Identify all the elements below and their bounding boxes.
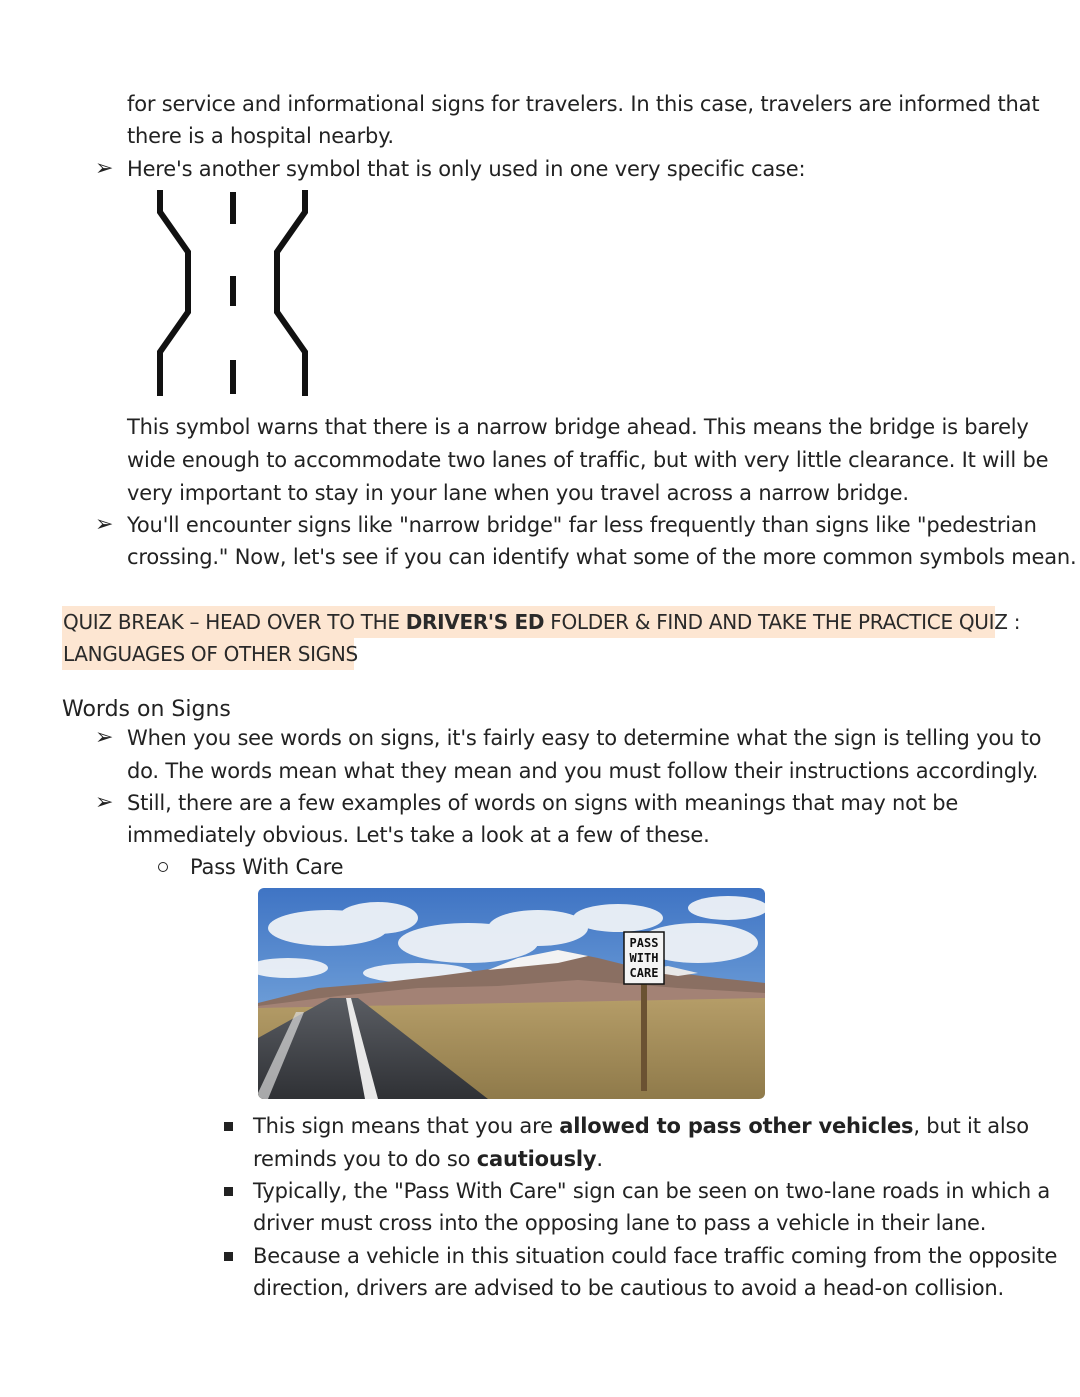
pwc-point-1-line-2: reminds you to do so cautiously. xyxy=(253,1147,603,1171)
pass-with-care-photo xyxy=(258,888,765,1099)
sign-text-care: CARE xyxy=(629,966,659,980)
encounter-line-1: You'll encounter signs like "narrow bridge" far less frequently than signs like "pedestrian xyxy=(127,513,1037,537)
arrow-bullet-icon: ➢ xyxy=(95,512,114,537)
arrow-bullet-icon: ➢ xyxy=(95,790,114,815)
square-bullet-icon xyxy=(224,1187,233,1196)
arrow-bullet-icon: ➢ xyxy=(95,725,114,750)
pwc-point-2-line-2: driver must cross into the opposing lane to pass a vehicle in their lane. xyxy=(253,1211,987,1235)
words-bullet-2-line-2: immediately obvious. Let's take a look at a few of these. xyxy=(127,823,710,847)
sign-text-with: WITH xyxy=(629,951,659,965)
quiz-break-line-1: QUIZ BREAK – HEAD OVER TO THE DRIVER'S ED FOLDER & FIND AND TAKE THE PRACTICE QUIZ : xyxy=(63,610,1021,634)
square-bullet-icon xyxy=(224,1122,233,1131)
words-bullet-1-line-2: do. The words mean what they mean and you must follow their instructions accordingly. xyxy=(127,759,1039,783)
pwc-point-2-line-1: Typically, the "Pass With Care" sign can be seen on two-lane roads in which a xyxy=(253,1179,1051,1203)
drivers-ed-folder: DRIVER'S ED xyxy=(405,610,545,634)
section-heading: Words on Signs xyxy=(62,697,231,722)
intro-line-2: there is a hospital nearby. xyxy=(127,124,394,148)
pass-with-care-label: Pass With Care xyxy=(190,855,344,879)
quiz-break-line-2: LANGUAGES OF OTHER SIGNS xyxy=(63,642,358,666)
circle-bullet-icon xyxy=(158,862,168,872)
narrow-bridge-symbol-icon xyxy=(150,190,315,398)
pwc-point-1-line-1: This sign means that you are allowed to pass other vehicles, but it also xyxy=(253,1114,1029,1138)
bridge-line-2: wide enough to accommodate two lanes of traffic, but with very little clearance. It will be xyxy=(127,448,1049,472)
symbol-bullet-text: Here's another symbol that is only used in one very specific case: xyxy=(127,157,806,181)
road-scene-image xyxy=(258,888,765,1099)
words-bullet-2-line-1: Still, there are a few examples of words on signs with meanings that may not be xyxy=(127,791,959,815)
arrow-bullet-icon: ➢ xyxy=(95,156,114,181)
encounter-line-2: crossing." Now, let's see if you can identify what some of the more common symbols mean. xyxy=(127,545,1077,569)
words-bullet-1-line-1: When you see words on signs, it's fairly easy to determine what the sign is telling you to xyxy=(127,726,1042,750)
intro-line-1: for service and informational signs for travelers. In this case, travelers are informed that xyxy=(127,92,1040,116)
square-bullet-icon xyxy=(224,1252,233,1261)
pwc-point-3-line-2: direction, drivers are advised to be cautious to avoid a head-on collision. xyxy=(253,1276,1005,1300)
sign-text-pass: PASS xyxy=(629,936,659,950)
bridge-line-3: very important to stay in your lane when you travel across a narrow bridge. xyxy=(127,481,909,505)
pwc-point-3-line-1: Because a vehicle in this situation could face traffic coming from the opposite xyxy=(253,1244,1058,1268)
bridge-line-1: This symbol warns that there is a narrow bridge ahead. This means the bridge is barely xyxy=(127,415,1029,439)
